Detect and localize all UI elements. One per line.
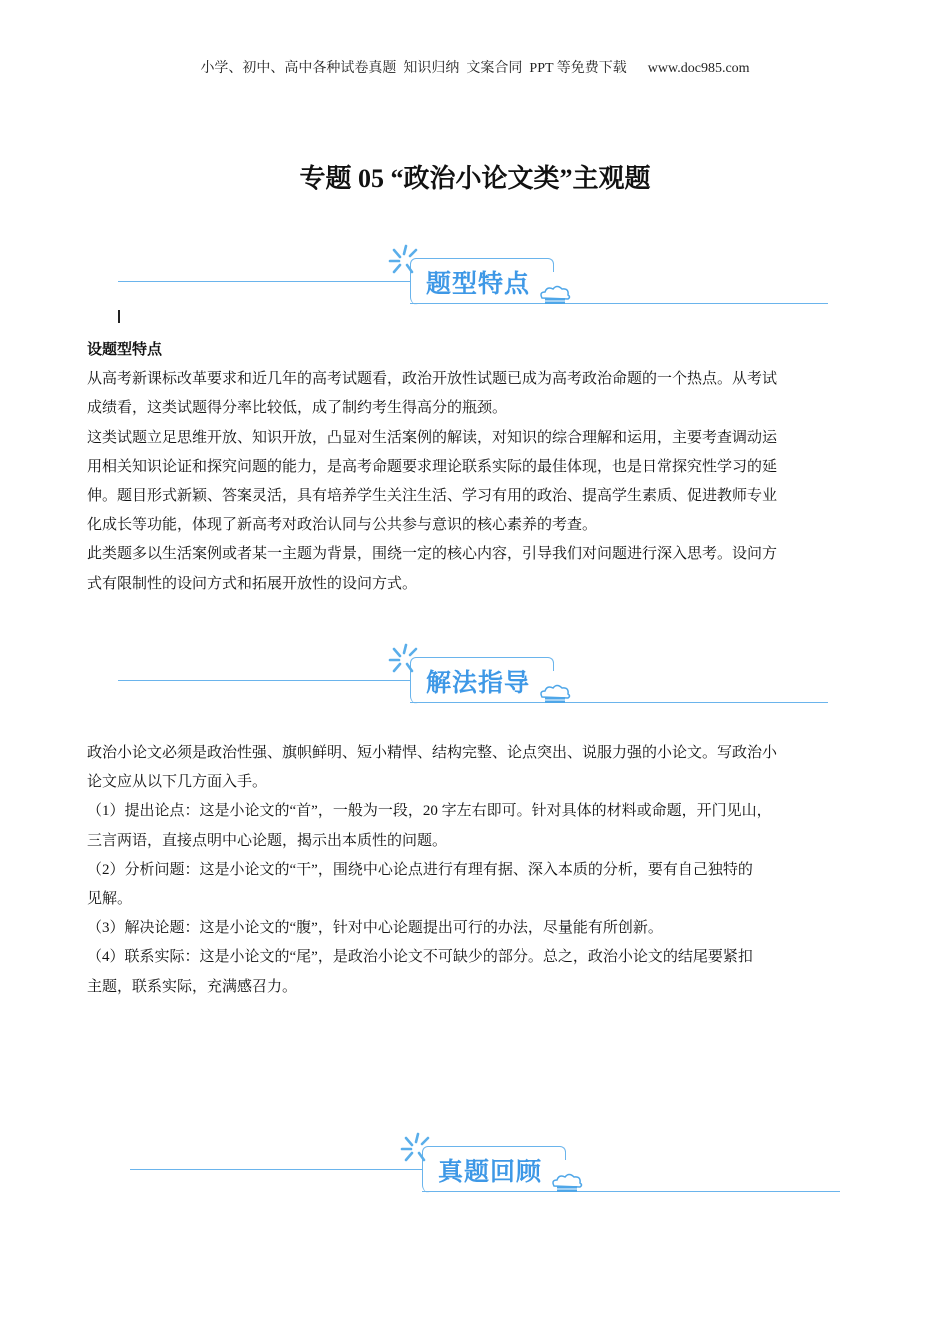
- sparkle-icon: [388, 643, 424, 675]
- text-line: （4）联系实际：这是小论文的“尾”，是政治小论文不可缺少的部分。总之，政治小论文的结尾要紧扣: [87, 949, 753, 966]
- text-line: （2）分析问题：这是小论文的“干”，围绕中心论点进行有理有据、深入本质的分析，要有自己独特的: [87, 861, 753, 878]
- divider-left: [118, 281, 410, 282]
- subheading: 设题型特点: [87, 342, 163, 358]
- divider-right: [410, 303, 828, 304]
- text-line: 伸。题目形式新颖、答案灵活，具有培养学生关注生活、学习有用的政治、提高学生素质、促进教师专业: [87, 488, 778, 505]
- banner-label: 真题回顾: [438, 1157, 543, 1186]
- sparkle-icon: [388, 244, 424, 276]
- divider-left: [130, 1169, 422, 1170]
- text-line: （1）提出论点：这是小论文的“首”，一般为一段，20 字左右即可。针对具体的材料或命题，开门见山，: [87, 803, 772, 820]
- text-line: 这类试题立足思维开放、知识开放，凸显对生活案例的解读，对知识的综合理解和运用，主要考查调动运: [87, 429, 778, 446]
- text-line: 成绩看，这类试题得分率比较低，成了制约考生得高分的瓶颈。: [87, 400, 508, 417]
- banner-label: 题型特点: [426, 269, 531, 298]
- text-line: 主题，联系实际，充满感召力。: [87, 978, 298, 995]
- text-line: 化成长等功能，体现了新高考对政治认同与公共参与意识的核心素养的考查。: [87, 517, 598, 534]
- cloud-icon: [550, 1172, 584, 1194]
- text-line: 政治小论文必须是政治性强、旗帜鲜明、短小精悍、结构完整、论点突出、说服力强的小论文。写政治小: [87, 745, 778, 761]
- text-cursor: [118, 310, 120, 323]
- text-line: 从高考新课标改革要求和近几年的高考试题看，政治开放性试题已成为高考政治命题的一个热点。从考试: [87, 371, 778, 388]
- section-features: [87, 336, 877, 599]
- banner-review: [130, 1128, 860, 1198]
- page-title: 专题 05 “政治小论文类”主观题: [299, 164, 651, 193]
- section-method: [87, 739, 877, 1002]
- text-line: 见解。: [87, 891, 133, 908]
- text-line: 三言两语，直接点明中心论题，揭示出本质性的问题。: [87, 832, 448, 849]
- banner-features: [118, 240, 848, 310]
- text-line: 用相关知识论证和探究问题的能力，是高考命题要求理论联系实际的最佳体现，也是日常探究性学习的延: [87, 458, 778, 475]
- sparkle-icon: [400, 1132, 436, 1164]
- cloud-icon: [538, 683, 572, 705]
- divider-right: [422, 1191, 840, 1192]
- text-line: 此类题多以生活案例或者某一主题为背景，围绕一定的核心内容，引导我们对问题进行深入思考。设问方: [87, 546, 778, 563]
- page-header: 小学、初中、高中各种试卷真题 知识归纳 文案合同 PPT 等免费下载 www.doc985.com: [200, 61, 750, 76]
- cloud-icon: [538, 284, 572, 306]
- text-line: 式有限制性的设问方式和拓展开放性的设问方式。: [87, 575, 418, 592]
- text-line: 论文应从以下几方面入手。: [87, 774, 268, 791]
- divider-left: [118, 680, 410, 681]
- banner-label: 解法指导: [426, 668, 531, 697]
- text-line: （3）解决论题：这是小论文的“腹”，针对中心论题提出可行的办法，尽量能有所创新。: [87, 920, 663, 937]
- banner-method: [118, 639, 848, 709]
- divider-right: [410, 702, 828, 703]
